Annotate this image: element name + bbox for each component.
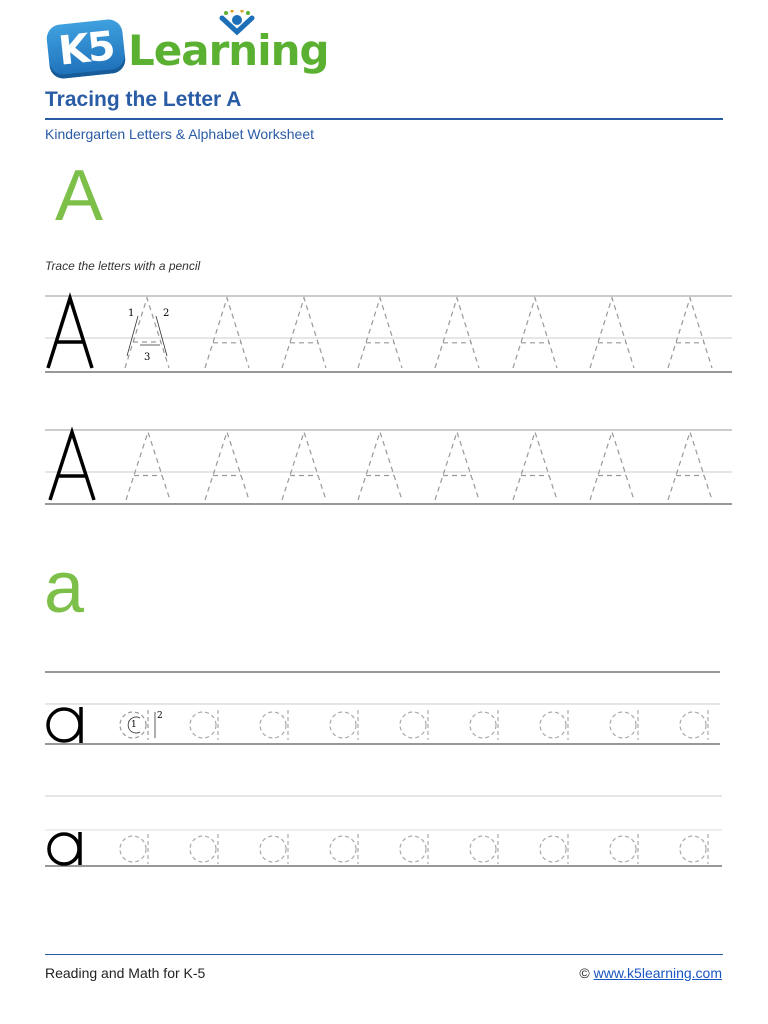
dashed-letter-A — [126, 432, 170, 500]
dashed-letter-a — [610, 710, 638, 740]
instruction-text: Trace the letters with a pencil — [45, 259, 201, 273]
uppercase-tracing-row-1 — [0, 290, 768, 380]
dashed-letter-a — [400, 710, 428, 740]
dashed-letter-a — [260, 710, 288, 740]
dashed-letter-A — [358, 298, 402, 368]
stroke-number-3: 3 — [144, 352, 151, 363]
title-divider — [45, 118, 723, 120]
dashed-letter-a — [400, 834, 428, 864]
dashed-letter-a — [610, 834, 638, 864]
dashed-letter-a — [190, 834, 218, 864]
dashed-letter-A — [513, 432, 557, 500]
dashed-letter-a — [540, 834, 568, 864]
stroke-number-1: 1 — [131, 720, 137, 730]
k5-learning-logo — [48, 10, 329, 80]
dashed-letter-A — [513, 298, 557, 368]
dashed-letter-A — [205, 432, 249, 500]
dashed-letter-A — [205, 298, 249, 368]
dashed-letter-a — [330, 710, 358, 740]
stroke-number-2: 2 — [163, 308, 170, 319]
dashed-letter-a — [190, 710, 218, 740]
model-letter-a — [49, 832, 80, 865]
stroke-number-2: 2 — [157, 711, 163, 721]
logo-person-icon — [212, 10, 262, 50]
model-letter-A — [48, 298, 92, 368]
dashed-letter-A — [435, 432, 479, 500]
big-uppercase-letter: A — [55, 156, 104, 236]
dashed-letter-a — [680, 834, 708, 864]
dashed-letter-a — [120, 834, 148, 864]
model-letter-A — [50, 432, 94, 500]
dashed-letter-a — [470, 710, 498, 740]
dashed-letter-a — [540, 710, 568, 740]
dashed-letters — [126, 432, 712, 500]
guided-letter-a — [120, 710, 163, 740]
dashed-letter-a — [470, 834, 498, 864]
model-letter-a — [48, 707, 81, 743]
dashed-letter-a — [260, 834, 288, 864]
lowercase-tracing-row-2 — [0, 790, 768, 880]
dashed-letter-A — [590, 432, 634, 500]
dashed-letter-A — [668, 432, 712, 500]
dashed-letter-a — [680, 710, 708, 740]
big-lowercase-letter: a — [44, 548, 85, 628]
footer-divider — [45, 954, 723, 955]
stroke-number-1: 1 — [128, 308, 135, 319]
page-subtitle: Kindergarten Letters & Alphabet Worksheet — [45, 126, 315, 142]
logo-badge: K5 — [45, 18, 126, 80]
dashed-letter-A — [668, 298, 712, 368]
page-title: Tracing the Letter A — [45, 88, 242, 111]
guided-letter-A — [125, 298, 169, 368]
footer-copyright — [579, 965, 722, 981]
lowercase-tracing-row-1 — [0, 660, 768, 750]
dashed-letter-A — [282, 298, 326, 368]
dashed-letter-A — [590, 298, 634, 368]
dashed-letter-A — [282, 432, 326, 500]
dashed-letter-a — [330, 834, 358, 864]
logo-wordmark: Learning — [128, 26, 329, 75]
dashed-letter-A — [358, 432, 402, 500]
dashed-letters — [120, 834, 708, 864]
footer-tagline: Reading and Math for K-5 — [45, 965, 206, 981]
dashed-letters — [205, 298, 712, 368]
dashed-letter-A — [435, 298, 479, 368]
copyright-symbol: © — [579, 965, 590, 981]
uppercase-tracing-row-2 — [0, 424, 768, 514]
website-link[interactable]: www.k5learning.com — [593, 965, 722, 981]
dashed-letters — [190, 710, 708, 740]
